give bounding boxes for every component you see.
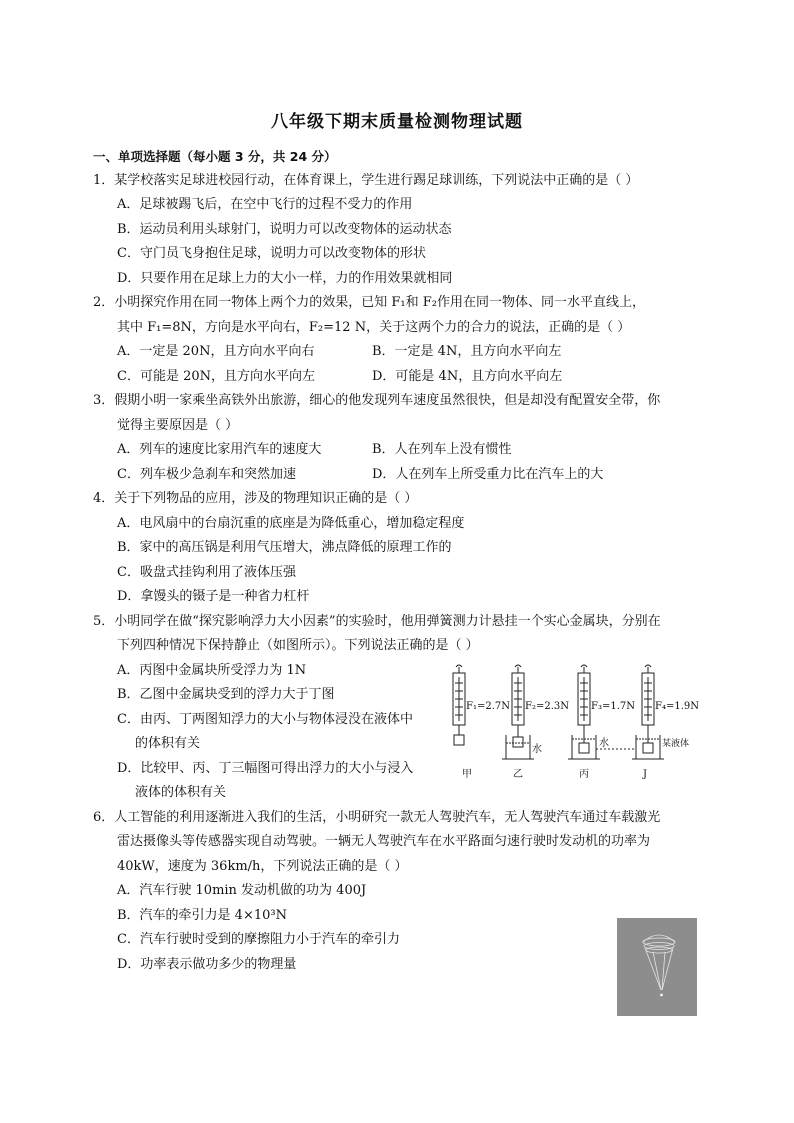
q5-option-a: A．丙图中金属块所受浮力为 1N [117, 663, 307, 678]
q5-option-b: B．乙图中金属块受到的浮力大于丁图 [117, 687, 335, 702]
spring-scale-bing [568, 665, 600, 759]
question-6-stem-1: 6．人工智能的利用逐渐进入我们的生活，小明研究一款无人驾驶汽车，无人驾驶汽车通过车载激光 [93, 810, 661, 825]
q5-option-c-line2: 的体积有关 [135, 736, 201, 751]
q4-option-a: A．电风扇中的台扇沉重的底座是为降低重心，增加稳定程度 [117, 516, 465, 531]
q5-option-d-line2: 液体的体积有关 [135, 785, 227, 800]
parachute-photo [617, 918, 697, 1016]
q5-option-c-line1: C．由丙、丁两图知浮力的大小与物体浸没在液体中 [117, 712, 413, 727]
question-2-stem-1: 2．小明探究作用在同一物体上两个力的效果，已知 F₁和 F₂作用在同一物体、同一水平直线上， [93, 295, 645, 310]
caption-yi: 乙 [513, 769, 523, 780]
spring-scale-jia [453, 665, 465, 745]
question-6-stem-3: 40kW，速度为 36km/h，下列说法正确的是（ ） [117, 859, 408, 874]
q5-option-d-line1: D．比较甲、丙、丁三幅图可得出浮力的大小与浸入 [117, 761, 414, 776]
question-3-stem-1: 3．假期小明一家乘坐高铁外出旅游，细心的他发现列车速度虽然很快，但是却没有配置安全带，你 [93, 393, 661, 408]
q3-option-a: A．列车的速度比家用汽车的速度大 [117, 442, 322, 457]
q6-option-c: C．汽车行驶时受到的摩擦阻力小于汽车的牵引力 [117, 932, 400, 947]
water-label-yi: 水 [532, 744, 542, 755]
spring-scale-yi [502, 665, 534, 759]
q1-option-b: B．运动员利用头球射门，说明力可以改变物体的运动状态 [117, 222, 452, 237]
question-5-stem-1: 5．小明同学在做“探究影响浮力大小因素”的实验时，他用弹簧测力计悬挂一个实心金属块，分别在 [93, 614, 661, 629]
q4-option-b: B．家中的高压锅是利用气压增大，沸点降低的原理工作的 [117, 540, 452, 555]
question-1-stem: 1．某学校落实足球进校园行动，在体育课上，学生进行踢足球训练，下列说法中正确的是（ ） [93, 173, 639, 188]
q1-option-a: A．足球被踢飞后，在空中飞行的过程不受力的作用 [117, 197, 413, 212]
buoyancy-experiment-figure [442, 663, 712, 783]
force-label-f1: F₁=2.7N [466, 701, 510, 712]
q6-option-d: D．功率表示做功多少的物理量 [117, 957, 297, 972]
q2-option-b: B．一定是 4N，且方向水平向左 [372, 344, 562, 359]
q3-option-b: B．人在列车上没有惯性 [372, 442, 512, 457]
question-6-stem-2: 雷达摄像头等传感器实现自动驾驶。一辆无人驾驶汽车在水平路面匀速行驶时发动机的功率为 [117, 834, 651, 849]
question-5-stem-2: 下列四种情况下保持静止（如图所示）。下列说法正确的是（ ） [117, 638, 479, 653]
q1-option-c: C．守门员飞身抱住足球，说明力可以改变物体的形状 [117, 246, 426, 261]
question-4-stem: 4．关于下列物品的应用，涉及的物理知识正确的是（ ） [93, 491, 418, 506]
q6-option-b: B．汽车的牵引力是 4×10³N [117, 908, 287, 923]
force-label-f3: F₃=1.7N [591, 701, 635, 712]
q4-option-d: D．拿馒头的镊子是一种省力杠杆 [117, 589, 310, 604]
question-3-stem-2: 觉得主要原因是（ ） [117, 418, 239, 433]
q4-option-c: C．吸盘式挂钩利用了液体压强 [117, 565, 296, 580]
liquid-label-ding: 某液体 [662, 739, 690, 749]
spring-scale-ding [632, 665, 664, 759]
page-title: 八年级下期末质量检测物理试题 [271, 112, 523, 132]
caption-bing: 丙 [579, 769, 589, 780]
q2-option-a: A．一定是 20N，且方向水平向右 [117, 344, 315, 359]
q3-option-c: C．列车极少急刹车和突然加速 [117, 467, 296, 482]
q6-option-a: A．汽车行驶 10min 发动机做的功为 400J [117, 883, 367, 898]
force-label-f4: F₄=1.9N [655, 701, 699, 712]
caption-ding: J [643, 769, 648, 780]
water-label-bing: 水 [599, 738, 609, 749]
q3-option-d: D．人在列车上所受重力比在汽车上的大 [372, 467, 604, 482]
caption-jia: 甲 [462, 769, 472, 780]
q2-option-c: C．可能是 20N，且方向水平向左 [117, 369, 315, 384]
q2-option-d: D．可能是 4N，且方向水平向左 [372, 369, 563, 384]
force-label-f2: F₂=2.3N [525, 701, 569, 712]
question-2-stem-2: 其中 F₁=8N，方向是水平向右，F₂=12 N，关于这两个力的合力的说法，正确的是（ ） [117, 320, 631, 335]
section-heading: 一、单项选择题（每小题 3 分，共 24 分） [93, 149, 337, 164]
q1-option-d: D．只要作用在足球上力的大小一样，力的作用效果就相同 [117, 271, 453, 286]
